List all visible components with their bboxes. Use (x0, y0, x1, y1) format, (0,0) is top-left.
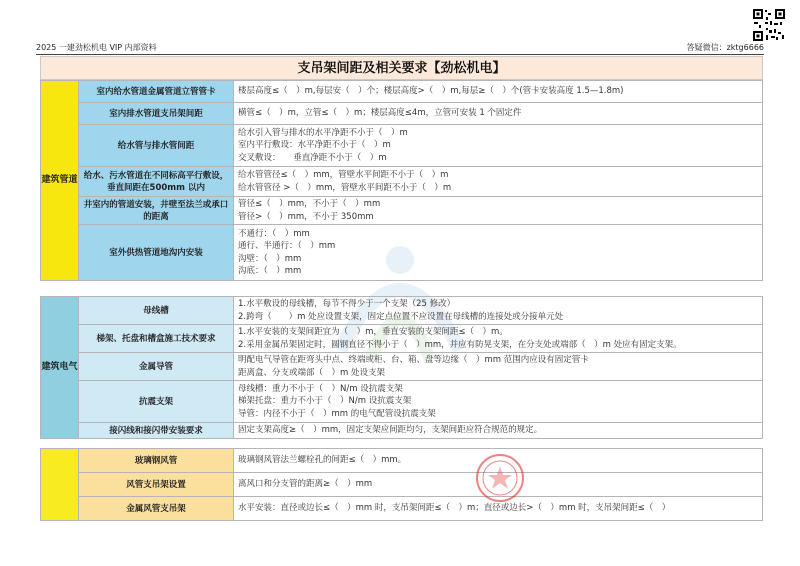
category-label: 建筑管道 (41, 175, 78, 185)
table-row (41, 225, 763, 281)
header-right-text: 答疑微信：zktg6666 (686, 43, 764, 52)
row-label: 给水、污水管道在不同标高平行敷设，垂直间距在500mm 以内 (79, 167, 234, 197)
requirement-text: 管径≤（ ）mm，不小于（ ）mm (238, 199, 381, 209)
requirement-text: 不通行：（ ）mm (238, 228, 310, 239)
table-row (41, 167, 763, 197)
table-row (41, 81, 763, 103)
table-row (41, 381, 763, 423)
requirement-text: 导管：内径不小于（ ）mm 的电气配管设抗震支架 (238, 408, 436, 419)
requirement-cell (234, 297, 763, 325)
table-row (41, 449, 763, 473)
requirement-cell (234, 353, 763, 381)
requirement-text: 明配电气导管在距弯头中点、终端或柜、台、箱、盘等边缘（ ）mm 范围内应设有固定管卡 (238, 355, 589, 365)
row-label: 梯架、托盘和槽盒施工技术要求 (79, 325, 234, 353)
requirement-text: 1.水平敷设的母线槽，每节不得少于一个支架（25 修改） (238, 299, 456, 309)
table-row (41, 103, 763, 125)
category-ventilation (41, 449, 79, 521)
table-row (41, 197, 763, 225)
category-label: 建筑电气 (41, 362, 78, 372)
row-label: 室外供热管道地沟内安装 (79, 225, 234, 281)
requirement-text: 管径>（ ）mm，不小于 350mm (238, 211, 374, 222)
requirement-text: 楼层高度≤（ ）m,每层安（ ）个；楼层高度>（ ）m,每层≥（ ）个(管卡安装高度 1.5—1.8m) (234, 81, 763, 103)
row-label: 风管支吊架设置 (79, 473, 234, 497)
table-row (41, 423, 763, 439)
header-left-text: 2025 一建劲松机电 VIP 内部资料 (36, 43, 157, 52)
spacing-requirements-table (40, 80, 763, 281)
requirement-text: 1.水平安装的支架间距宜为（ ）m，垂直安装的支架间距≤（ ）m。 (238, 327, 508, 337)
category-electrical (41, 297, 79, 439)
requirement-text: 玻璃钢风管法兰螺栓孔的间距≤（ ）mm。 (234, 449, 763, 473)
requirement-text: 沟壁：（ ）mm (238, 253, 302, 264)
requirement-text: 室内平行敷设：水平净距不小于（ ）m (238, 140, 391, 151)
row-label: 室内给水管道金属管道立管管卡 (79, 81, 234, 103)
table-row (41, 497, 763, 521)
requirement-text: 交叉敷设： 垂直净距不小于（ ）m (238, 152, 387, 163)
table-row (41, 353, 763, 381)
requirement-cell (234, 125, 763, 167)
row-label: 金属导管 (79, 353, 234, 381)
requirement-cell (234, 381, 763, 423)
requirement-text: 2.跨弯（ ）m 处应设置支架，固定点位置不应设置在母线槽的连接处或分接单元处 (238, 311, 564, 322)
requirement-cell (234, 197, 763, 225)
row-label: 金属风管支吊架 (79, 497, 234, 521)
table-row (41, 125, 763, 167)
row-label: 母线槽 (79, 297, 234, 325)
requirement-text: 母线槽：重力不小于（ ）N/m 设抗震支架 (238, 383, 403, 394)
requirement-cell (234, 325, 763, 353)
row-label: 室内排水管道支吊架间距 (79, 103, 234, 125)
requirement-text: 水平安装：直径或边长≤（ ）mm 时，支吊架间距≤（ ）m；直径或边长>（ ）mm 时，支吊架间距≤（ ） (234, 497, 763, 521)
table-row (41, 325, 763, 353)
row-label: 玻璃钢风管 (79, 449, 234, 473)
requirement-text: 通行、半通行：（ ）mm (238, 241, 336, 251)
requirement-text: 固定支架高度≥（ ）mm，固定支架应间距均匀，支架间距应符合规范的规定。 (234, 423, 763, 439)
ventilation-table (40, 448, 763, 521)
requirement-text: 沟底：（ ）mm (238, 266, 302, 276)
row-label: 抗震支架 (79, 381, 234, 423)
requirement-text: 给水管管径≤（ ）mm，管壁水平间距不小于（ ）m (238, 170, 449, 180)
table-row (41, 473, 763, 497)
requirement-text: 2.采用金属吊架固定时，圆钢直径不得小于（ ）mm，并应有防晃支架，在分支处或端部（ ）m 处应有固定支架。 (238, 339, 682, 350)
row-label: 井室内的管道安装，井壁至法兰或承口的距离 (79, 197, 234, 225)
table-row (41, 297, 763, 325)
requirement-text: 距离盒、分支或端部（ ）m 处设支架 (238, 367, 385, 378)
row-label: 给水管与排水管间距 (79, 125, 234, 167)
category-building-pipe (41, 81, 79, 281)
page-title: 支吊架间距及相关要求【劲松机电】 (40, 56, 763, 80)
electrical-table (40, 296, 763, 439)
requirement-text: 离风口和分支管的距离≥（ ）mm (234, 473, 763, 497)
requirement-text: 给水管管径 >（ ）mm，管壁水平间距不小于（ ）m (238, 182, 452, 193)
red-seal-stamp-icon (474, 452, 526, 504)
header-divider (36, 54, 764, 55)
row-label: 接闪线和接闪带安装要求 (79, 423, 234, 439)
requirement-cell (234, 225, 763, 281)
requirement-text: 梯架托盘：重力不小于（ ）N/m 设抗震支架 (238, 396, 412, 407)
qr-code-icon (752, 8, 786, 42)
requirement-cell (234, 167, 763, 197)
requirement-text: 横管≤（ ）m，立管≤（ ）m；楼层高度≤4m，立管可安装 1 个固定件 (234, 103, 763, 125)
requirement-text: 给水引入管与排水的水平净距不小于（ ）m (238, 127, 408, 138)
